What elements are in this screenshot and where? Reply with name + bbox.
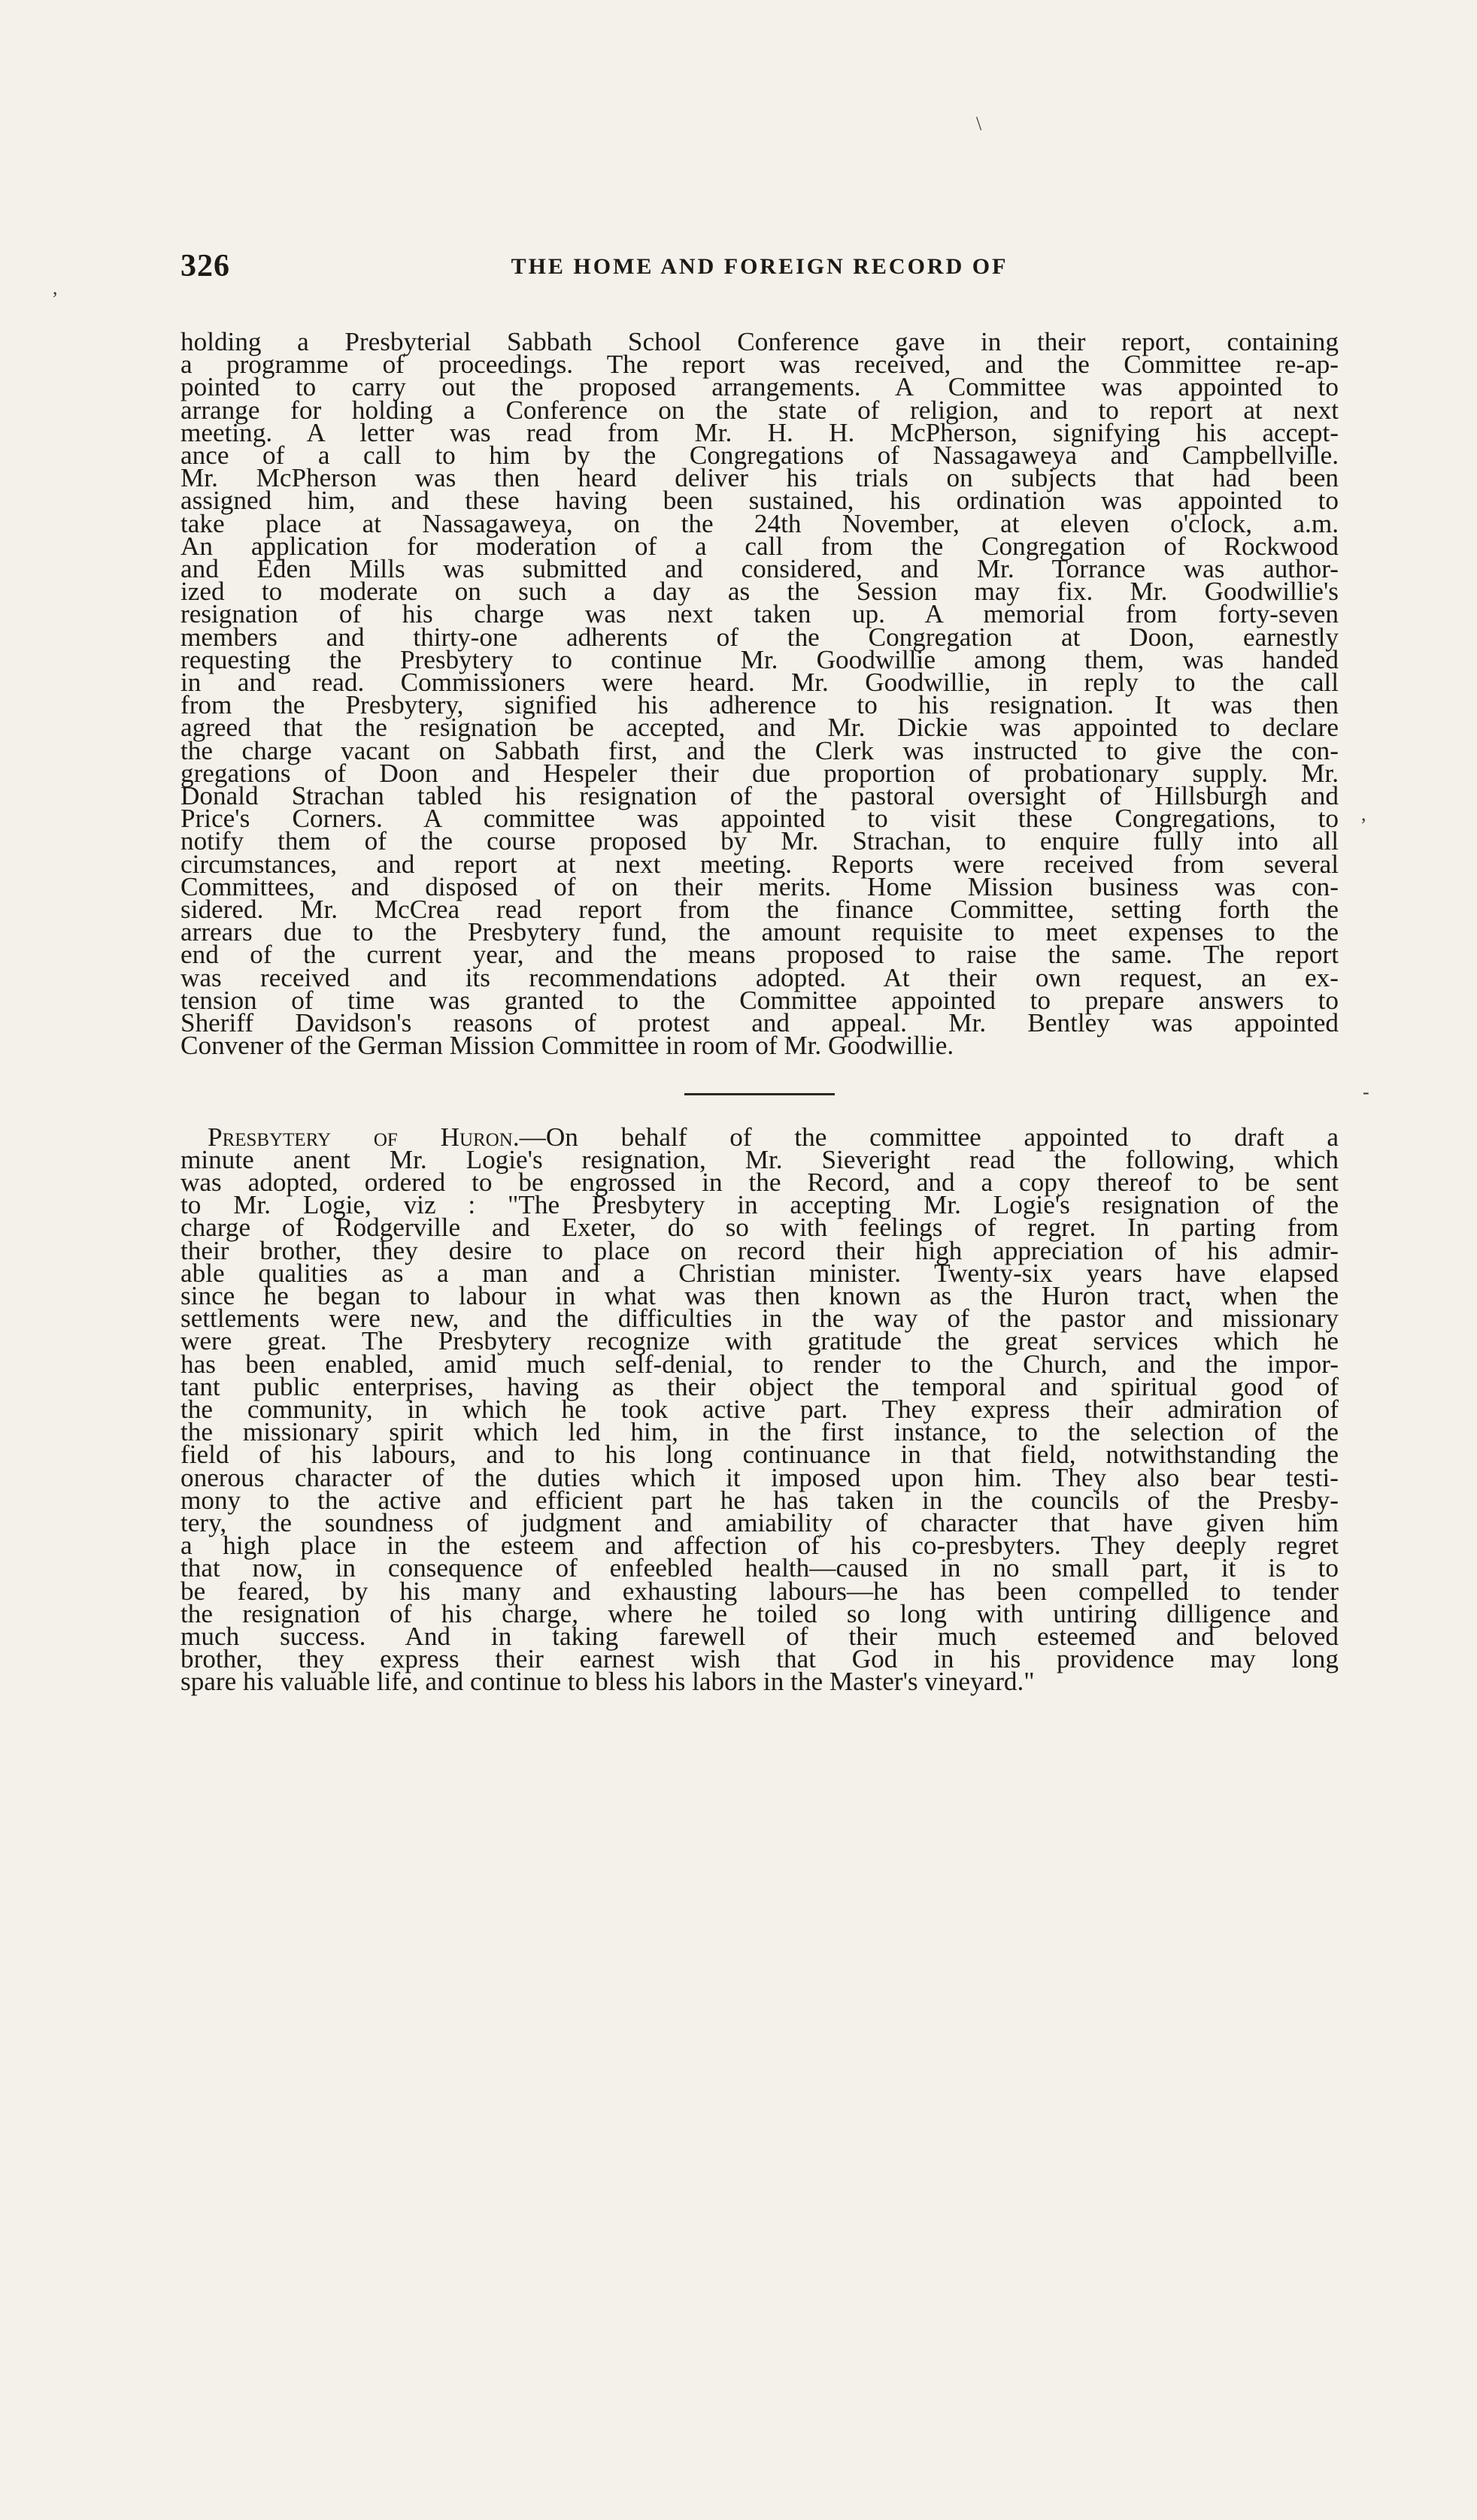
text-line: to Mr. Logie, viz : "The Presbytery in accepting Mr. Logie's resignation of the bbox=[180, 1190, 1339, 1220]
text-line: ance of a call to him by the Congregations of Nassagaweya and Campbellville. bbox=[180, 441, 1339, 471]
running-head bbox=[180, 248, 1339, 301]
text-line: since he began to labour in what was then known as the Huron tract, when the bbox=[180, 1280, 1339, 1310]
text-line: mony to the active and efficient part he has taken in the councils of the Presby- bbox=[180, 1485, 1339, 1515]
text-line: able qualities as a man and a Christian minister. Twenty-six years have elapsed bbox=[180, 1258, 1339, 1288]
text-line: be feared, by his many and exhausting labours—he has been compelled to tender bbox=[180, 1576, 1339, 1606]
huron-presbytery-paragraph bbox=[180, 1122, 1339, 1697]
text-line: was received and its recommendations adopted. At their own request, an ex- bbox=[180, 962, 1339, 992]
section-divider bbox=[684, 1093, 835, 1095]
text-line: agreed that the resignation be accepted, and Mr. Dickie was appointed to declare bbox=[180, 713, 1339, 743]
section-heading: Presbytery of Huron. bbox=[208, 1122, 520, 1152]
text-line: resignation of his charge was next taken up. A memorial from forty-seven bbox=[180, 599, 1339, 629]
text-line: holding a Presbyterial Sabbath School Conference gave in their report, containing bbox=[180, 327, 1339, 356]
stray-mark-top: \ bbox=[976, 113, 982, 135]
text-line: Mr. McPherson was then heard deliver his trials on subjects that had been bbox=[180, 463, 1339, 493]
text-line: Donald Strachan tabled his resignation of the pastoral oversight of Hillsburgh and bbox=[180, 781, 1339, 811]
text-line: charge of Rodgerville and Exeter, do so with feelings of regret. In parting from bbox=[180, 1213, 1339, 1243]
page-number: 326 bbox=[180, 249, 230, 283]
text-line: pointed to carry out the proposed arrangements. A Committee was appointed to bbox=[180, 372, 1339, 402]
text-line: was adopted, ordered to be engrossed in the Record, and a copy thereof to be sent bbox=[180, 1167, 1339, 1197]
text-line: field of his labours, and to his long continuance in that field, notwithstanding the bbox=[180, 1440, 1339, 1470]
text-line: take place at Nassagaweya, on the 24th November, at eleven o'clock, a.m. bbox=[180, 508, 1339, 538]
text-line: onerous character of the duties which it imposed upon him. They also bear testi- bbox=[180, 1462, 1339, 1492]
text-line: Price's Corners. A committee was appointed to visit these Congregations, to bbox=[180, 804, 1339, 834]
text-line: has been enabled, amid much self-denial, to render to the Church, and the impor- bbox=[180, 1349, 1339, 1379]
text-line: much success. And in taking farewell of their much esteemed and beloved bbox=[180, 1621, 1339, 1651]
text-line: gregations of Doon and Hespeler their due proportion of probationary supply. Mr. bbox=[180, 758, 1339, 788]
text-line: a high place in the esteem and affection of his co-presbyters. They deeply regret bbox=[180, 1531, 1339, 1561]
text-line: spare his valuable life, and continue to bless his labors in the Master's vineyard." bbox=[180, 1667, 1035, 1697]
text-line: circumstances, and report at next meeting. Reports were received from several bbox=[180, 849, 1339, 879]
text-line: settlements were new, and the difficulties in the way of the pastor and missionary bbox=[180, 1304, 1339, 1334]
stray-mark-right-1: , bbox=[1361, 803, 1366, 825]
text-line: members and thirty-one adherents of the Congregation at Doon, earnestly bbox=[180, 622, 1339, 652]
text-line: tension of time was granted to the Committee appointed to prepare answers to bbox=[180, 985, 1339, 1015]
text-line: Committees, and disposed of on their merits. Home Mission business was con- bbox=[180, 871, 1339, 901]
text-line: arrange for holding a Conference on the state of religion, and to report at next bbox=[180, 395, 1339, 425]
text-line: tant public enterprises, having as their object the temporal and spiritual good of bbox=[180, 1371, 1339, 1401]
text-line: in and read. Commissioners were heard. Mr. Goodwillie, in reply to the call bbox=[180, 668, 1339, 698]
text-line: end of the current year, and the means proposed to raise the same. The report bbox=[180, 940, 1339, 970]
text-line: notify them of the course proposed by Mr. Strachan, to enquire fully into all bbox=[180, 826, 1339, 856]
text-line: were great. The Presbytery recognize with gratitude the great services which he bbox=[180, 1326, 1339, 1356]
text-line: minute anent Mr. Logie's resignation, Mr. Sieveright read the following, which bbox=[180, 1144, 1339, 1174]
text-line: the charge vacant on Sabbath first, and the Clerk was instructed to give the con- bbox=[180, 735, 1339, 765]
text-line: assigned him, and these having been sustained, his ordination was appointed to bbox=[180, 486, 1339, 516]
text-line: An application for moderation of a call from the Congregation of Rockwood bbox=[180, 531, 1339, 561]
text-line: Convener of the German Mission Committee in room of Mr. Goodwillie. bbox=[180, 1031, 954, 1061]
text-line: meeting. A letter was read from Mr. H. H. McPherson, signifying his accept- bbox=[180, 417, 1339, 447]
stray-mark-left: , bbox=[53, 277, 58, 298]
text-line: ized to moderate on such a day as the Session may fix. Mr. Goodwillie's bbox=[180, 577, 1339, 607]
text-line: that now, in consequence of enfeebled health—caused in no small part, it is to bbox=[180, 1553, 1339, 1583]
text-line: their brother, they desire to place on record their high appreciation of his admir- bbox=[180, 1235, 1339, 1265]
stray-mark-right-2: - bbox=[1363, 1081, 1369, 1103]
text-line: Sheriff Davidson's reasons of protest and appeal. Mr. Bentley was appointed bbox=[180, 1008, 1339, 1038]
page-content bbox=[180, 248, 1339, 1697]
text-line: arrears due to the Presbytery fund, the amount requisite to meet expenses to the bbox=[180, 917, 1339, 947]
text-line: from the Presbytery, signified his adherence to his resignation. It was then bbox=[180, 690, 1339, 720]
text-line: the resignation of his charge, where he toiled so long with untiring dilligence and bbox=[180, 1598, 1339, 1628]
guelph-presbytery-paragraph bbox=[180, 327, 1339, 1061]
text-line: and Eden Mills was submitted and considered, and Mr. Torrance was author- bbox=[180, 554, 1339, 584]
page-header-title: THE HOME AND FOREIGN RECORD OF bbox=[511, 254, 1008, 279]
text-line: requesting the Presbytery to continue Mr. Goodwillie among them, was handed bbox=[180, 644, 1339, 674]
text-line: a programme of proceedings. The report was received, and the Committee re-ap- bbox=[180, 350, 1339, 380]
text-line: —On behalf of the committee appointed to draft a bbox=[519, 1122, 1339, 1152]
text-line: sidered. Mr. McCrea read report from the finance Committee, setting forth the bbox=[180, 895, 1339, 925]
text-line: the community, in which he took active part. They express their admiration of bbox=[180, 1394, 1339, 1424]
text-line: tery, the soundness of judgment and amiability of character that have given him bbox=[180, 1507, 1339, 1537]
text-line: the missionary spirit which led him, in the first instance, to the selection of the bbox=[180, 1417, 1339, 1447]
text-line: brother, they express their earnest wish that God in his providence may long bbox=[180, 1644, 1339, 1674]
